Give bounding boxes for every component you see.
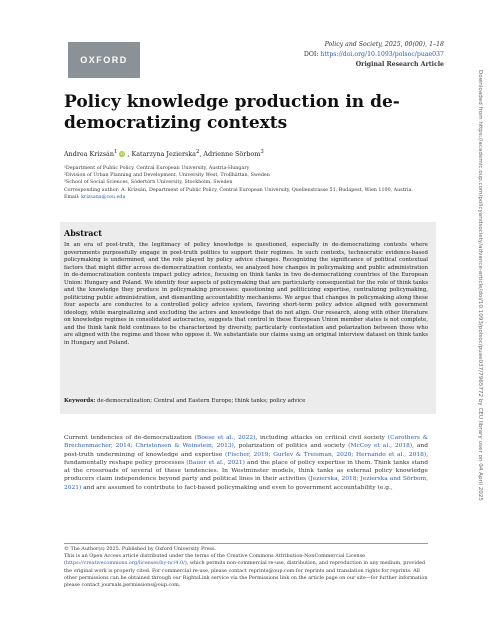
citation-link[interactable]: (Bauer et al., 2021) <box>186 459 245 466</box>
body-text-span: Current tendencies of de-democratization <box>64 435 195 441</box>
footer-divider <box>64 543 428 544</box>
abstract-text: In an era of post-truth, the legitimacy of policy knowledge is questioned, especially in de-democratizing contexts where governments purposefully engage in post-truth politics to support their regimes. In such contexts, technocratic evidence-based policymaking is undermined, and the role played by policy advice changes. Recognizing the significance of political contextual factors that might differ across de-democratization contexts, we analyzed how changes in policymaking and public administration in de-democratization contexts impact policy advice, focusing on think tanks in two de-democratizing countries of the European Union: Hungary and Poland. We identify four aspects of policymaking that are particularly consequential for the role of think tanks and the knowledge they produce in policymaking processes: questioning and politicizing expertise, centralizing policymaking, politicizing public administration, and dismantling accountability mechanisms. We argue that changes in policymaking along these four aspects are conducive to a controlled policy advice system, favoring short-term policy advice aligned with government ideology, while marginalizing and excluding the actors and knowledge that do not align. Our research, along with other literature on knowledge regimes in consolidated autocracies, suggests that control in these European Union member states is not complete, and the think tank field continues to be characterized by diversity, particularly contestation and polarization between those who are aligned with the regime and those who oppose it. We substantiate our claims using an original interview dataset on think tanks in Hungary and Poland. <box>64 242 428 346</box>
corresponding-text: Corresponding author: A. Krizsán, Department of Public Policy, Central European University, Quellenstrasse 51, Budapest, Wien 1100, Austria. Email: <box>64 187 413 200</box>
license-link[interactable]: https://creativecommons.org/licenses/by-nc/4.0/ <box>65 560 185 567</box>
publisher-logo <box>68 42 140 78</box>
article-title: Policy knowledge production in de-democratizing contexts <box>64 92 400 133</box>
doi-link[interactable]: https://doi.org/10.1093/polsoc/puae037 <box>320 51 444 58</box>
abstract-heading: Abstract <box>64 228 102 238</box>
citation-link[interactable]: (Carothers & Brechenmacher, 2014; Christensen & Weinstein, 2013) <box>64 435 428 450</box>
citation-link[interactable]: (McCoy et al., 2018) <box>348 443 413 450</box>
body-text-span: , fundamentally reshape policy processes <box>64 451 428 466</box>
affiliation-item: ²Division of Urban Planning and Development, University West, Trollhättan, Sweden <box>64 173 270 179</box>
license-text <box>64 553 428 589</box>
affiliation-marker: 1 <box>113 149 118 155</box>
affiliations <box>64 165 428 201</box>
journal-line: Policy and Society, 2025, 00(00), 1–18 <box>324 41 444 48</box>
article-type: Original Research Article <box>355 61 444 68</box>
email-link[interactable]: krizsana@ceu.edu <box>81 194 126 200</box>
citation-link[interactable]: (Boese et al., 2022) <box>194 435 256 441</box>
body-text-span: , including attacks on critical civil society <box>255 435 388 441</box>
author-name: , Katarzyna Jezierska <box>127 150 196 159</box>
article-header <box>304 40 444 70</box>
author-name: , Adrienne Sörbom <box>199 150 261 159</box>
author-list <box>64 149 264 158</box>
body-text-span: and the place of policy expertise in them. Think tanks stand at the crossroads of several of these tendencies. In Westminster models, think tanks as external policy knowledge producers claim independence beyond party and political lines in their activities <box>64 459 428 483</box>
download-note-text: Downloaded from https://academic.oup.com/policyandsociety/advance-article/doi/10.1093/polsoc/puae037/7965772 by CEU library user on 04 April 2025 <box>477 70 483 501</box>
orcid-icon[interactable]: iD <box>120 151 125 157</box>
affiliation-marker: 2 <box>195 149 200 155</box>
corresponding-author <box>64 187 428 201</box>
body-text-span: and are assumed to contribute to fact-based policymaking and even to government accountability (e.g., <box>81 484 393 491</box>
body-paragraph <box>64 434 428 492</box>
body-text-span: , and post-truth undermining of knowledge and expertise <box>64 443 428 458</box>
keywords <box>64 398 428 404</box>
affiliation-marker: 3 <box>260 149 264 155</box>
publisher-logo-text: OXFORD <box>80 55 128 65</box>
keywords-label: Keywords: <box>64 398 96 404</box>
license-text-span: ), which permits non-commercial re-use, distribution, and reproduction in any medium, provided the original work is properly cited. For commercial re-use, please contact reprints@oup.com for reprints and translation rights for reprints. All other permissions can be obtained through our RightsLink service via the Permissions link on the article page on our site—for further information please contact journals.permissions@oup.com. <box>64 560 428 589</box>
citation-link[interactable]: (Fischer, 2019; Gurlev & Treisman, 2020; Hernando et al., 2018) <box>224 451 427 458</box>
affiliation-item: ³School of Social Sciences, Södertörn University, Stockholm, Sweden <box>64 180 233 186</box>
doi-prefix: DOI: <box>303 51 321 58</box>
affiliation-item: ¹Department of Public Policy, Central European University, Austria-Hungary <box>64 166 250 171</box>
license-footer <box>64 546 428 589</box>
keywords-list: de-democratization; Central and Eastern Europe; think tanks; policy advice <box>95 398 306 404</box>
doi-line <box>304 50 444 60</box>
citation-link[interactable]: (Jezierska, 2018; Jezierska and Sörbom, 2021) <box>64 476 428 491</box>
license-text-span: This is an Open Access article distributed under the terms of the Creative Commons Attribution-NonCommercial License ( <box>64 553 365 567</box>
copyright-line: © The Author(s) 2025. Published by Oxford University Press. <box>64 546 217 552</box>
body-text-span: , polarization of politics and society <box>233 443 349 450</box>
author-name: Andrea Krizsán <box>64 150 114 159</box>
download-note <box>473 70 485 570</box>
